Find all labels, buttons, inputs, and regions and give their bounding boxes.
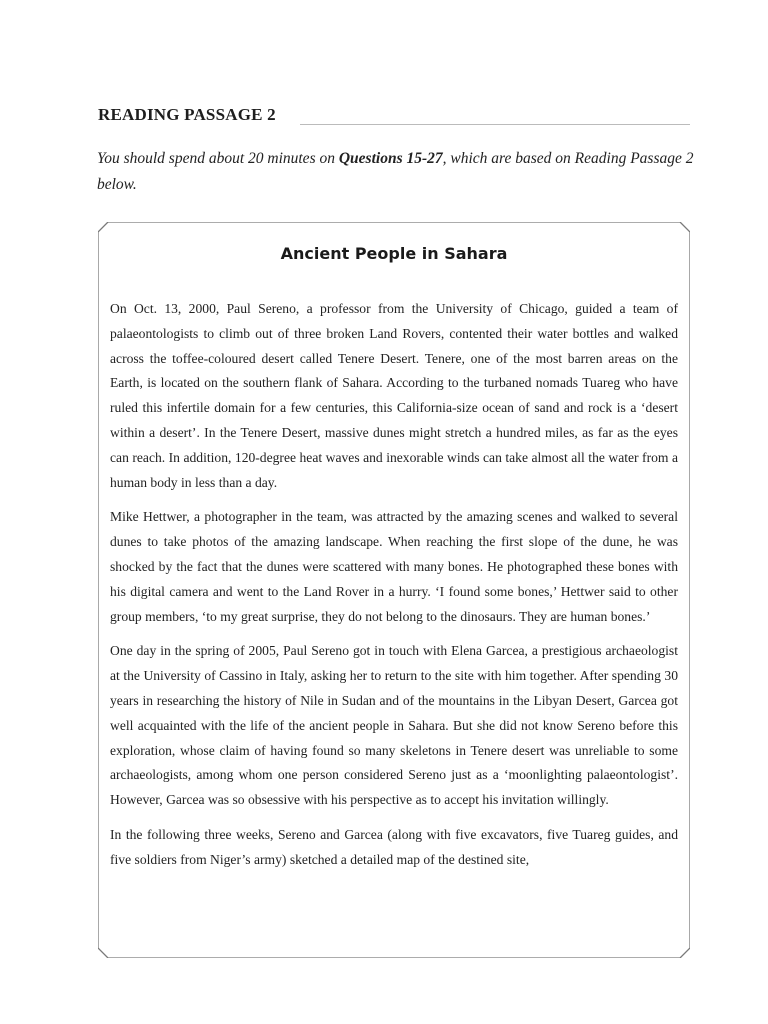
instructions-text-post: , which are based on Reading Passage 2 below. <box>97 150 694 193</box>
section-heading: READING PASSAGE 2 <box>98 105 276 124</box>
passage-body <box>110 297 678 883</box>
instructions-questions: Questions 15-27 <box>338 150 443 167</box>
heading-divider <box>300 124 690 125</box>
passage-paragraph: In the following three weeks, Sereno and Garcea (along with five excavators, five Tuareg guides, and five soldiers from Niger’s army) sketched a detailed map of the destined site, <box>110 826 678 867</box>
passage-title: Ancient People in Sahara <box>280 244 508 263</box>
instructions-text-pre: You should spend about 20 minutes on <box>97 150 339 167</box>
passage-paragraph: On Oct. 13, 2000, Paul Sereno, a professor from the University of Chicago, guided a team of palaeontologists to climb out of three broken Land Rovers, contented their water bottles and walked across the toffee-coloured desert called Tenere Desert. Tenere, one of the most barren areas on the Earth, is located on the southern flank of Sahara. According to the turbaned nomads Tuareg who have ruled this infertile domain for a few centuries, this California-size ocean of sand and rock is a ‘desert within a desert’. In the Tenere Desert, massive dunes might stretch a hundred miles, as far as the eyes can reach. In addition, 120-degree heat waves and inexorable winds can take almost all the water from a human body in less than a day. <box>110 301 678 490</box>
passage-paragraph: One day in the spring of 2005, Paul Sereno got in touch with Elena Garcea, a prestigious archaeologist at the University of Cassino in Italy, asking her to return to the site with him together. After spending 30 years in researching the history of Nile in Sudan and of the mountains in the Libyan Desert, Garcea got well acquainted with the life of the ancient people in Sahara. But she did not know Sereno before this exploration, whose claim of having found so many skeletons in Tenere desert was unreliable to some archaeologists, among whom one person considered Sereno just as a ‘moonlighting palaeontologist’. However, Garcea was so obsessive with his perspective as to accept his invitation willingly. <box>110 643 678 808</box>
instructions <box>97 146 697 198</box>
passage-paragraph: Mike Hettwer, a photographer in the team, was attracted by the amazing scenes and walked to several dunes to take photos of the amazing landscape. When reaching the first slope of the dune, he was shocked by the fact that the dunes were scattered with many bones. He photographed these bones with his digital camera and went to the Land Rover in a hurry. ‘I found some bones,’ Hettwer said to other group members, ‘to my great surprise, they do not belong to the dinosaurs. They are human bones.’ <box>110 509 678 624</box>
passage-box <box>98 222 690 958</box>
